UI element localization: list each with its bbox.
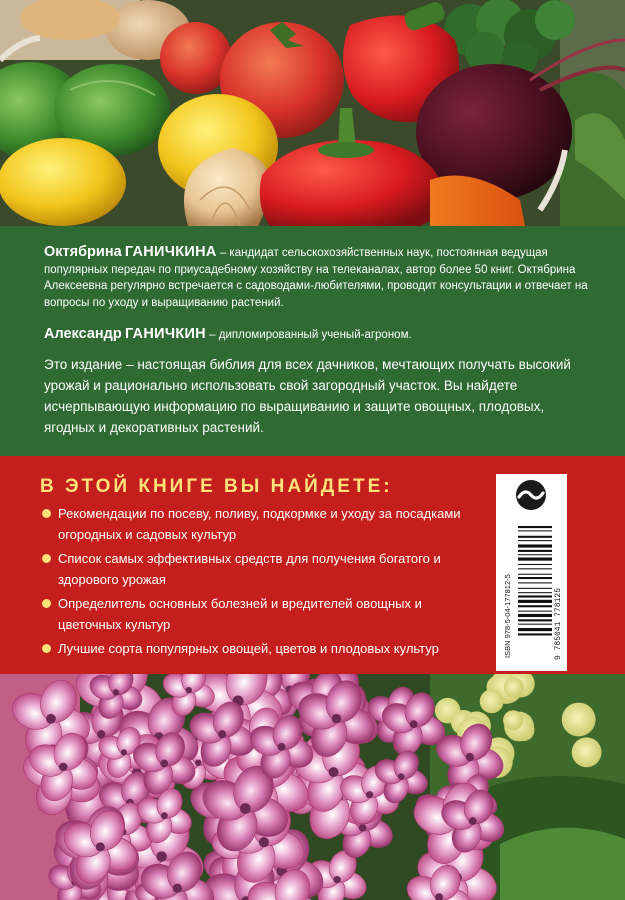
list-item [42, 503, 472, 545]
barcode-bar [518, 568, 552, 569]
barcode-bar [518, 577, 552, 579]
author-2-bio: – дипломированный ученый-агроном. [209, 329, 412, 341]
feature-text: Список самых эффективных средств для получения богатого и здорового урожая [58, 551, 441, 587]
list-item [42, 548, 472, 590]
barcode-bar [518, 633, 552, 635]
bullet-dot-icon [42, 599, 51, 608]
barcode-bar [518, 595, 552, 597]
barcode-bar [518, 624, 552, 625]
author-2-first-name: Александр [44, 326, 122, 342]
barcode-bar [518, 619, 552, 621]
barcode-bar [518, 554, 552, 555]
lime-floret [572, 737, 602, 767]
barcode-bar [518, 600, 552, 603]
barcode-bar [518, 611, 552, 612]
barcode-bar [518, 592, 552, 593]
barcode-bar [518, 564, 552, 565]
features-heading: В ЭТОЙ КНИГЕ ВЫ НАЙДЕТЕ: [40, 476, 393, 497]
barcode-bars [518, 526, 552, 636]
list-item [42, 638, 472, 659]
lime-floret [480, 689, 504, 713]
isbn-text: ISBN 978-5-04-177812-5 [503, 574, 512, 658]
author-1-bio-block [44, 244, 589, 311]
author-2-bio-block [44, 326, 589, 344]
authors-panel [0, 226, 625, 456]
edition-description: Это издание – настоящая библия для всех дачников, мечтающих получать высокий урожай и рационально использовать свой загородный участок. Вы найдете исчерпывающую информацию по выращиванию и защите овощных, плодовых, ягодных и декоративных растений. [44, 357, 571, 435]
barcode-panel [496, 474, 567, 671]
vegetables-photo [0, 0, 625, 226]
bullet-dot-icon [42, 554, 51, 563]
hydrangea-photo [0, 674, 625, 900]
barcode-bar [518, 540, 552, 541]
barcode-bar [518, 588, 552, 589]
lime-floret [504, 677, 524, 697]
features-list [42, 503, 472, 662]
features-panel [0, 456, 625, 674]
eksmo-wave-logo-icon [516, 480, 546, 510]
barcode-bar [518, 530, 552, 531]
barcode-bar [518, 558, 552, 561]
author-1-bio: – кандидат сельскохозяйственных наук, постоянная ведущая популярных передач по приусадебному хозяйству на телеканалах, автор более 50 книг. Октябрина Алексеевна регулярно встречается с садоводами-любителями, проводит консультации и отвечает на вопросы по уходу и выращиванию растений. [44, 247, 588, 309]
barcode-bar [518, 536, 552, 538]
lime-floret [503, 710, 523, 730]
feature-text: Рекомендации по посеву, поливу, подкормке и уходу за посадками огородных и садовых культур [58, 506, 461, 542]
barcode-bar [518, 526, 552, 528]
barcode-bar [518, 550, 552, 552]
barcode-bar [518, 605, 552, 607]
list-item [42, 593, 472, 635]
bullet-dot-icon [42, 509, 51, 518]
author-1-first-name: Октябрина [44, 244, 122, 260]
lime-floret [562, 703, 596, 737]
bullet-dot-icon [42, 644, 51, 653]
feature-text: Лучшие сорта популярных овощей, цветов и плодовых культур [58, 641, 439, 656]
feature-text: Определитель основных болезней и вредителей овощных и цветочных культур [58, 596, 422, 632]
barcode-bar [518, 574, 552, 575]
barcode-bar [518, 628, 552, 631]
author-1-surname: ГАНИЧКИНА [124, 244, 217, 260]
barcode-bar [518, 544, 552, 547]
barcode-svg [496, 474, 567, 671]
author-2-surname: ГАНИЧКИН [124, 326, 206, 342]
barcode-bar [518, 582, 552, 583]
barcode-digits: 9 785041 778125 [554, 587, 563, 660]
barcode-bar [518, 614, 552, 617]
